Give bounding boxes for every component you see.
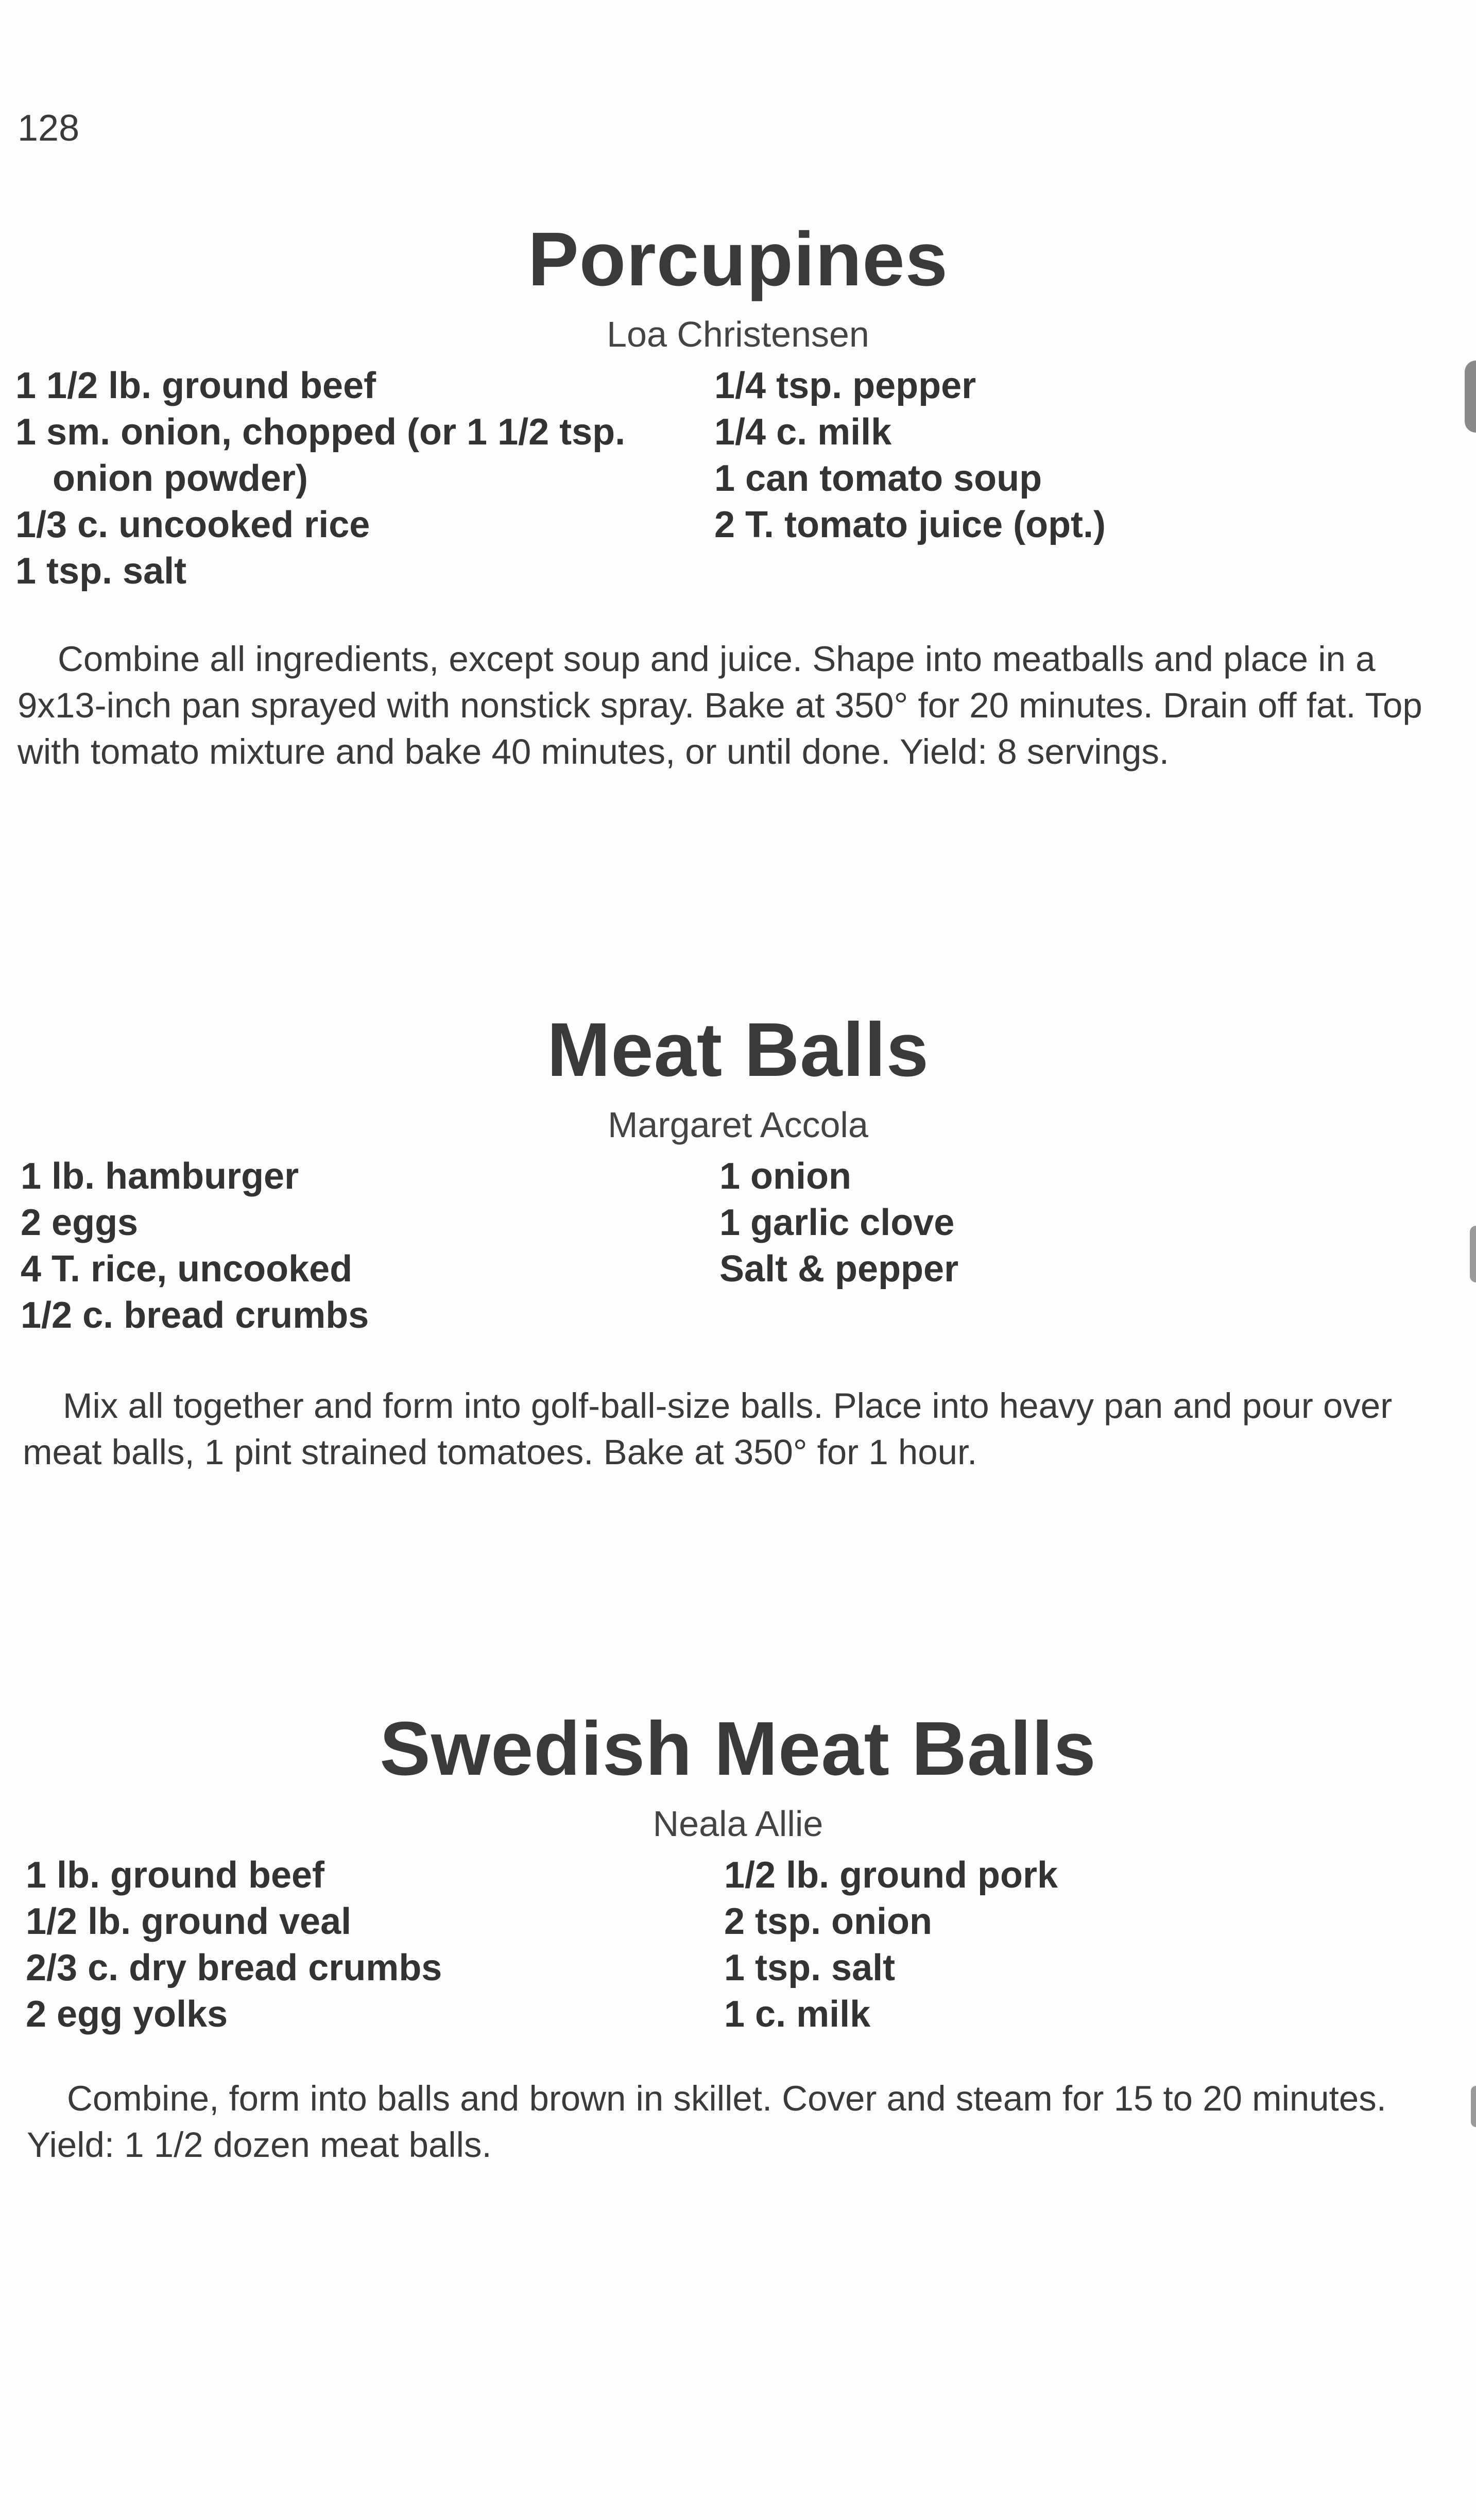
ingredient-item: 2 T. tomato juice (opt.) [714, 504, 1106, 545]
recipe-title: Porcupines [528, 217, 948, 302]
recipe-swedish-meat-balls [0, 1706, 1476, 2089]
recipe-author: Neala Allie [653, 1804, 823, 1844]
ingredients-left-column [15, 363, 625, 594]
recipe-author: Loa Christensen [607, 314, 869, 354]
recipe-title: Swedish Meat Balls [380, 1706, 1096, 1791]
ingredient-item: 1 lb. hamburger [21, 1156, 299, 1197]
ingredient-item: 1 lb. ground beef [26, 1855, 325, 1896]
ingredient-item: 1 1/2 lb. ground beef [15, 365, 376, 406]
ingredient-item: 1 tsp. salt [724, 1947, 896, 1988]
recipe-directions: Combine, form into balls and brown in skillet. Cover and steam for 15 to 20 minutes. Yield: 1 1/2 dozen meat balls. [27, 2079, 1386, 2165]
ingredient-item: Salt & pepper [719, 1248, 959, 1290]
ingredient-item: 2 eggs [21, 1202, 139, 1243]
ingredients-right-column [724, 1852, 1058, 2037]
recipe-porcupines [0, 217, 1476, 599]
ingredients-right-column [714, 363, 1106, 548]
ingredient-item: 1 can tomato soup [714, 458, 1042, 499]
ingredient-continuation: onion powder) [53, 458, 308, 499]
ingredients-right-column [719, 1153, 958, 1292]
ingredients-list [0, 363, 1476, 599]
ingredient-item [15, 455, 625, 502]
ingredient-item: 2/3 c. dry bread crumbs [26, 1947, 442, 1988]
ingredient-item: 1 onion [719, 1156, 851, 1197]
page-edge-mark [1465, 361, 1476, 433]
ingredient-item: 1/4 c. milk [714, 412, 892, 453]
recipe-meat-balls [0, 1007, 1476, 1390]
page-edge-mark [1471, 2086, 1476, 2127]
ingredient-item: 1/2 lb. ground pork [724, 1855, 1058, 1896]
recipe-directions: Combine all ingredients, except soup and juice. Shape into meatballs and place in a 9x13-inch pan sprayed with nonstick spray. Bake at 350° for 20 minutes. Drain off fat. Top with tomato mixture and bake 40 minutes, or until done. Yield: 8 servings. [18, 639, 1422, 772]
ingredient-item: 1 sm. onion, chopped (or 1 1/2 tsp. [15, 412, 626, 453]
page-number: 128 [18, 108, 80, 149]
recipe-author: Margaret Accola [608, 1105, 868, 1145]
ingredient-item: 1/2 c. bread crumbs [21, 1295, 369, 1336]
ingredients-left-column [21, 1153, 369, 1339]
ingredient-item: 1/4 tsp. pepper [714, 365, 976, 406]
recipe-title: Meat Balls [546, 1007, 930, 1092]
ingredient-item: 4 T. rice, uncooked [21, 1248, 353, 1290]
ingredient-item: 1 tsp. salt [15, 551, 187, 592]
ingredients-list [0, 1153, 1476, 1390]
ingredient-item: 1 garlic clove [719, 1202, 955, 1243]
ingredient-item: 2 tsp. onion [724, 1901, 932, 1942]
ingredients-left-column [26, 1852, 442, 2037]
ingredient-item: 1/3 c. uncooked rice [15, 504, 370, 545]
recipe-directions: Mix all together and form into golf-ball-size balls. Place into heavy pan and pour over meat balls, 1 pint strained tomatoes. Bake at 350° for 1 hour. [23, 1386, 1393, 1472]
page-edge-mark [1470, 1226, 1476, 1282]
ingredient-item: 1/2 lb. ground veal [26, 1901, 352, 1942]
ingredients-list [0, 1852, 1476, 2089]
ingredient-item: 1 c. milk [724, 1994, 871, 2035]
ingredient-item: 2 egg yolks [26, 1994, 228, 2035]
